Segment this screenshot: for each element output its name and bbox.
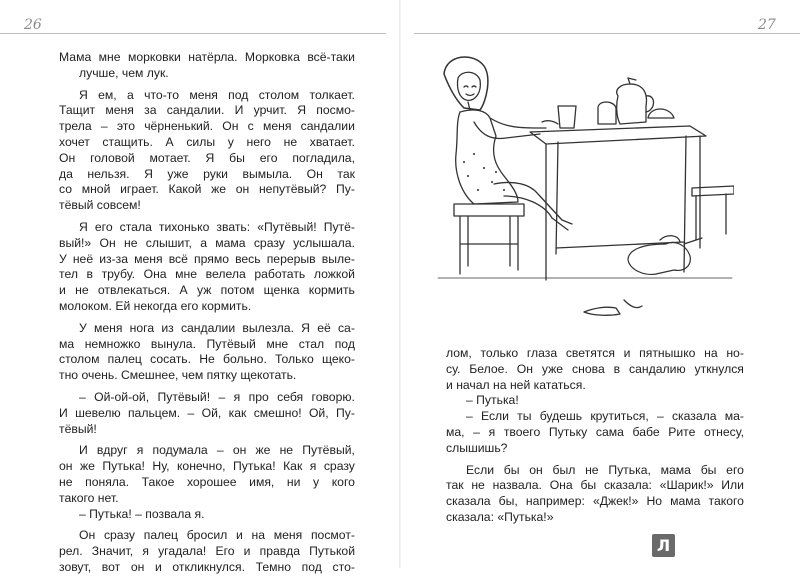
text-line: со мной играет. Какой же он непутёвый? Пу- — [59, 182, 355, 197]
girl-arm-left — [474, 122, 540, 138]
girl-leg — [494, 182, 572, 224]
left-paragraph — [59, 390, 355, 437]
girl-features — [464, 86, 476, 96]
girl-dress — [456, 110, 518, 204]
text-line: слышишь? — [446, 440, 508, 455]
right-page-text — [446, 346, 744, 532]
text-line: – Ой-ой-ой, Путёвый! – я про себя говорю. — [79, 389, 355, 404]
text-line: Тащит меня за сандалии. И урчит. Я посмо- — [59, 103, 355, 118]
bowl — [598, 102, 616, 124]
text-line: У неё из-за меня всё прямо весь перерыв выле- — [59, 251, 355, 266]
text-line: Я его стала тихонько звать: «Путёвый! Путё- — [79, 219, 355, 234]
puppy-body — [628, 243, 690, 275]
spoon — [542, 121, 558, 124]
left-paragraph — [59, 528, 355, 575]
right-paragraph — [446, 346, 744, 457]
girl-hair — [444, 57, 488, 110]
text-line: он же Путька! Ну, конечно, Путька! Как я сразу — [59, 459, 355, 474]
text-line: так не назвала. Она бы сказала: «Шарик!» Или — [446, 478, 744, 493]
jug — [617, 84, 647, 124]
text-line: трела – это чёрненький. Он с меня сандалии — [59, 119, 355, 134]
page-number-right: 27 — [758, 17, 776, 33]
text-line: не поняла. Такое хорошее имя, ни у кого — [59, 474, 355, 489]
left-paragraph — [59, 321, 355, 384]
girl-arm-right — [490, 118, 546, 128]
text-line: тно очень. Смешнее, чем пятку щекотать. — [59, 368, 297, 383]
table-legs — [546, 136, 700, 280]
text-line: тёвый! — [59, 421, 97, 436]
text-line: су. Белое. Он уже снова в сандалию уткнулся — [446, 361, 744, 376]
text-line: зовут, вот он и откликнулся. Темно под сто- — [59, 559, 355, 574]
puppy-tail — [684, 238, 702, 244]
left-paragraph — [59, 443, 355, 522]
left-paragraph — [59, 88, 355, 214]
left-page-text — [59, 50, 355, 582]
text-line: молоком. Ей некогда его кормить. — [59, 298, 252, 313]
text-line: такого нет. — [59, 490, 119, 505]
left-page — [0, 0, 400, 574]
text-line: да нельзя. Я уже руки вымыла. Он так — [59, 166, 355, 181]
puppy-ear — [660, 236, 680, 242]
text-line: – Путька! — [466, 393, 519, 408]
text-line: сказала бы, например: «Джек!» Но мама такого — [446, 494, 744, 509]
text-line: тёвый совсем! — [59, 198, 141, 213]
right-paragraph — [446, 463, 744, 526]
text-line: и начал на ней кататься. — [446, 377, 586, 392]
text-line: ма, – я твоего Путьку сама бабе Рите отнесу, — [446, 424, 744, 439]
text-line: У меня нога из сандалии вылезла. Я её са- — [79, 320, 355, 335]
text-line: вый!» Он не слышит, а мама сразу услышала. — [59, 235, 355, 250]
text-line: Он головой мотает. Я бы его погладила, — [59, 150, 355, 165]
text-line: И вдруг я подумала – он же не Путёвый, — [79, 443, 355, 458]
text-line: Я ем, а что-то меня под столом толкает. — [79, 87, 355, 102]
left-paragraph — [59, 50, 355, 82]
girl-face — [457, 72, 480, 100]
header-rule-left — [0, 33, 386, 34]
text-line: И шевелю пальцем. – Ой, как смешно! Ой, Пу- — [59, 405, 355, 420]
text-line: сказала: «Путька!» — [446, 509, 554, 524]
text-line: и не отвлекаться. А уж потом щенка кормить — [59, 283, 355, 298]
cup — [648, 109, 674, 118]
dress-dots — [463, 153, 505, 191]
text-line: хочет стащить. А силы у него не хватает. — [59, 134, 355, 149]
left-paragraph — [59, 220, 355, 315]
text-line: тел в трубу. Она мне велела работать ложкой — [59, 267, 355, 282]
text-line: рел. Значит, я угадала! Его и правда Путькой — [59, 544, 355, 559]
girl-at-table-illustration — [434, 44, 734, 334]
text-line: лом, только глаза светятся и пятнышко на но- — [446, 346, 744, 360]
header-rule-right — [414, 33, 800, 34]
text-line: Если бы он был не Путька, мама бы его — [466, 462, 744, 477]
text-line: Мама мне морковки натёрла. Морковка всё-таки — [59, 50, 355, 64]
bench-top — [692, 186, 734, 196]
text-line: – Если ты будешь крутиться, – сказала ма- — [466, 409, 744, 424]
sandal — [584, 307, 620, 315]
text-line: Он сразу палец бросил и на меня посмот- — [79, 528, 355, 543]
page-number-left: 26 — [24, 17, 42, 33]
text-line: лучше, чем лук. — [79, 65, 169, 80]
text-line: ма немножко вынула. Путёвый мне стал под — [59, 336, 355, 351]
stool-seat — [454, 204, 524, 216]
glass — [558, 106, 576, 128]
text-line: столом палец сосать. Не больно. Только щеко- — [59, 352, 355, 367]
table-top — [530, 126, 706, 144]
stool-legs — [460, 216, 518, 274]
text-line: – Путька! – позвала я. — [79, 506, 205, 521]
publisher-logo: Л — [652, 534, 675, 557]
